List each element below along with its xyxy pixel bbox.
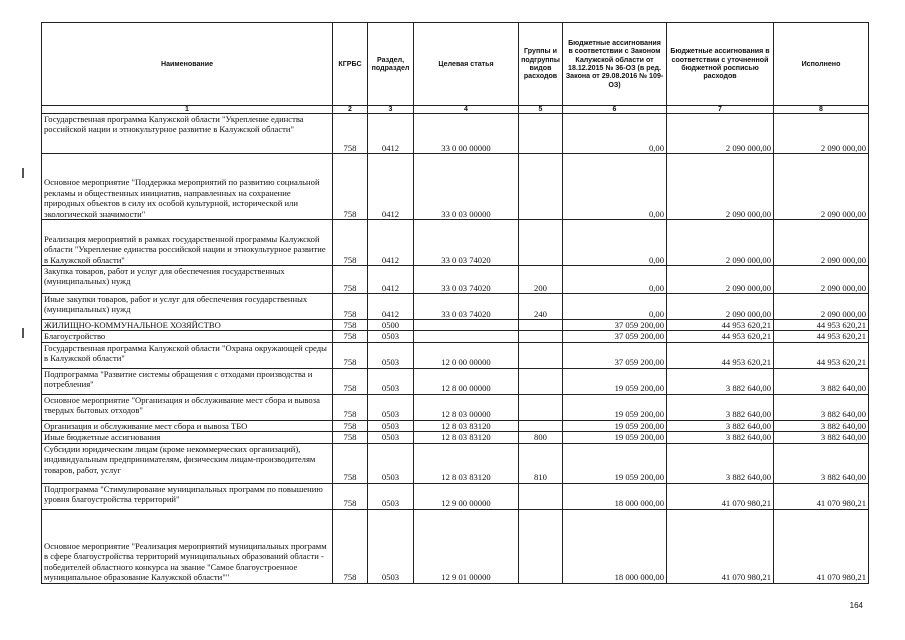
row-expense-group: 200 xyxy=(519,266,563,294)
row-refined-allocation: 3 882 640,00 xyxy=(667,368,774,394)
table-row xyxy=(42,220,869,266)
header-target-article: Целевая статья xyxy=(414,23,519,106)
row-kgrbs: 758 xyxy=(333,331,368,342)
row-kgrbs: 758 xyxy=(333,320,368,331)
row-law-allocation: 0,00 xyxy=(563,220,667,266)
row-name: Благоустройство xyxy=(42,331,333,342)
row-name: Подпрограмма "Развитие системы обращения с отходами производства и потребления" xyxy=(42,368,333,394)
row-section: 0503 xyxy=(368,509,414,583)
table-header-row xyxy=(42,23,869,106)
row-kgrbs: 758 xyxy=(333,294,368,320)
row-law-allocation: 19 059 200,00 xyxy=(563,394,667,420)
header-refined-allocations: Бюджетные ассигнования в соответствии с уточненной бюджетной росписью расходов xyxy=(667,23,774,106)
row-section: 0503 xyxy=(368,420,414,431)
row-section: 0503 xyxy=(368,331,414,342)
row-name: Подпрограмма "Стимулирование муниципальных программ по повышению уровня благоустройства территорий" xyxy=(42,483,333,509)
table-row xyxy=(42,342,869,368)
row-law-allocation: 18 000 000,00 xyxy=(563,483,667,509)
row-refined-allocation: 44 953 620,21 xyxy=(667,342,774,368)
table-row xyxy=(42,432,869,443)
row-name: Государственная программа Калужской области "Укрепление единства российской нации и этнокультурное развитие в Калужской области" xyxy=(42,114,333,154)
row-law-allocation: 0,00 xyxy=(563,266,667,294)
header-name: Наименование xyxy=(42,23,333,106)
row-name: Иные бюджетные ассигнования xyxy=(42,432,333,443)
row-executed: 3 882 640,00 xyxy=(774,420,869,431)
column-number: 7 xyxy=(667,106,774,114)
row-kgrbs: 758 xyxy=(333,342,368,368)
row-executed: 41 070 980,21 xyxy=(774,483,869,509)
table-row xyxy=(42,483,869,509)
row-law-allocation: 0,00 xyxy=(563,154,667,220)
page-number: 164 xyxy=(849,601,863,610)
table-row xyxy=(42,331,869,342)
row-section: 0503 xyxy=(368,432,414,443)
row-name: Основное мероприятие "Поддержка мероприятий по развитию социальной рекламы и общественных инициатив, направленных на сохранение природных объектов в силу их особой культурной, исторической или экологической значимости" xyxy=(42,154,333,220)
row-law-allocation: 18 000 000,00 xyxy=(563,509,667,583)
row-expense-group xyxy=(519,368,563,394)
row-section: 0412 xyxy=(368,220,414,266)
row-refined-allocation: 3 882 640,00 xyxy=(667,394,774,420)
row-target-article xyxy=(414,320,519,331)
row-target-article: 33 0 03 00000 xyxy=(414,154,519,220)
row-law-allocation: 19 059 200,00 xyxy=(563,443,667,483)
row-target-article: 33 0 03 74020 xyxy=(414,266,519,294)
row-target-article: 12 8 03 83120 xyxy=(414,432,519,443)
table-row xyxy=(42,266,869,294)
row-expense-group xyxy=(519,394,563,420)
row-kgrbs: 758 xyxy=(333,420,368,431)
column-number-row xyxy=(42,106,869,114)
row-section: 0503 xyxy=(368,368,414,394)
row-expense-group xyxy=(519,342,563,368)
row-refined-allocation: 2 090 000,00 xyxy=(667,220,774,266)
header-section: Раздел, подраздел xyxy=(368,23,414,106)
row-name: Государственная программа Калужской области "Охрана окружающей среды в Калужской области" xyxy=(42,342,333,368)
table-row xyxy=(42,294,869,320)
row-expense-group xyxy=(519,331,563,342)
row-expense-group xyxy=(519,320,563,331)
row-executed: 2 090 000,00 xyxy=(774,220,869,266)
row-section: 0503 xyxy=(368,342,414,368)
row-law-allocation: 19 059 200,00 xyxy=(563,420,667,431)
row-section: 0412 xyxy=(368,114,414,154)
table-row xyxy=(42,154,869,220)
row-kgrbs: 758 xyxy=(333,154,368,220)
row-target-article: 33 0 03 74020 xyxy=(414,220,519,266)
row-law-allocation: 37 059 200,00 xyxy=(563,342,667,368)
row-executed: 3 882 640,00 xyxy=(774,432,869,443)
row-executed: 3 882 640,00 xyxy=(774,443,869,483)
row-target-article xyxy=(414,331,519,342)
header-expense-groups: Группы и подгруппы видов расходов xyxy=(519,23,563,106)
row-expense-group xyxy=(519,220,563,266)
row-refined-allocation: 44 953 620,21 xyxy=(667,320,774,331)
row-kgrbs: 758 xyxy=(333,394,368,420)
row-kgrbs: 758 xyxy=(333,509,368,583)
row-law-allocation: 0,00 xyxy=(563,114,667,154)
row-name: Закупка товаров, работ и услуг для обеспечения государственных (муниципальных) нужд xyxy=(42,266,333,294)
column-number: 1 xyxy=(42,106,333,114)
row-kgrbs: 758 xyxy=(333,443,368,483)
budget-table xyxy=(41,22,869,584)
row-kgrbs: 758 xyxy=(333,114,368,154)
row-executed: 3 882 640,00 xyxy=(774,394,869,420)
row-target-article: 12 9 00 00000 xyxy=(414,483,519,509)
row-expense-group xyxy=(519,509,563,583)
row-refined-allocation: 2 090 000,00 xyxy=(667,294,774,320)
row-section: 0412 xyxy=(368,154,414,220)
row-section: 0503 xyxy=(368,483,414,509)
row-refined-allocation: 2 090 000,00 xyxy=(667,266,774,294)
table-row xyxy=(42,443,869,483)
row-executed: 2 090 000,00 xyxy=(774,114,869,154)
row-name: Субсидии юридическим лицам (кроме некоммерческих организаций), индивидуальным предпринимателям, физическим лицам-производителям товаров, работ, услуг xyxy=(42,443,333,483)
row-section: 0500 xyxy=(368,320,414,331)
row-executed: 41 070 980,21 xyxy=(774,509,869,583)
column-number: 8 xyxy=(774,106,869,114)
row-target-article: 12 8 03 83120 xyxy=(414,420,519,431)
row-executed: 44 953 620,21 xyxy=(774,342,869,368)
row-refined-allocation: 2 090 000,00 xyxy=(667,114,774,154)
row-refined-allocation: 3 882 640,00 xyxy=(667,432,774,443)
row-kgrbs: 758 xyxy=(333,432,368,443)
row-executed: 2 090 000,00 xyxy=(774,154,869,220)
row-target-article: 12 8 00 00000 xyxy=(414,368,519,394)
row-target-article: 12 8 03 83120 xyxy=(414,443,519,483)
row-expense-group: 240 xyxy=(519,294,563,320)
column-number: 4 xyxy=(414,106,519,114)
table-row xyxy=(42,320,869,331)
table-row xyxy=(42,509,869,583)
row-name: Основное мероприятие "Организация и обслуживание мест сбора и вывоза твердых бытовых отходов" xyxy=(42,394,333,420)
row-target-article: 12 0 00 00000 xyxy=(414,342,519,368)
row-expense-group: 800 xyxy=(519,432,563,443)
row-refined-allocation: 3 882 640,00 xyxy=(667,443,774,483)
row-executed: 2 090 000,00 xyxy=(774,266,869,294)
row-refined-allocation: 44 953 620,21 xyxy=(667,331,774,342)
binding-mark xyxy=(22,328,24,338)
table-row xyxy=(42,114,869,154)
row-name: Основное мероприятие "Реализация мероприятий муниципальных программ в сфере благоустройства территорий муниципальных образований области - победителей областного конкурса на звание "Самое благоустроенное муниципальное образование Калужской области"" xyxy=(42,509,333,583)
row-law-allocation: 19 059 200,00 xyxy=(563,368,667,394)
row-name: Иные закупки товаров, работ и услуг для обеспечения государственных (муниципальных) нужд xyxy=(42,294,333,320)
row-target-article: 33 0 00 00000 xyxy=(414,114,519,154)
row-name: ЖИЛИЩНО-КОММУНАЛЬНОЕ ХОЗЯЙСТВО xyxy=(42,320,333,331)
row-expense-group: 810 xyxy=(519,443,563,483)
row-law-allocation: 0,00 xyxy=(563,294,667,320)
row-law-allocation: 37 059 200,00 xyxy=(563,320,667,331)
row-kgrbs: 758 xyxy=(333,220,368,266)
row-law-allocation: 19 059 200,00 xyxy=(563,432,667,443)
row-executed: 3 882 640,00 xyxy=(774,368,869,394)
column-number: 6 xyxy=(563,106,667,114)
header-kgrbs: КГРБС xyxy=(333,23,368,106)
row-expense-group xyxy=(519,483,563,509)
column-number: 3 xyxy=(368,106,414,114)
row-refined-allocation: 41 070 980,21 xyxy=(667,483,774,509)
table-row xyxy=(42,394,869,420)
row-expense-group xyxy=(519,114,563,154)
row-refined-allocation: 3 882 640,00 xyxy=(667,420,774,431)
header-law-allocations: Бюджетные ассигнования в соответствии с Законом Калужской области от 18.12.2015 № 36-ОЗ (в ред. Закона от 29.08.2016 № 109-ОЗ) xyxy=(563,23,667,106)
row-law-allocation: 37 059 200,00 xyxy=(563,331,667,342)
row-kgrbs: 758 xyxy=(333,483,368,509)
row-executed: 44 953 620,21 xyxy=(774,320,869,331)
row-refined-allocation: 2 090 000,00 xyxy=(667,154,774,220)
row-refined-allocation: 41 070 980,21 xyxy=(667,509,774,583)
row-executed: 44 953 620,21 xyxy=(774,331,869,342)
row-section: 0412 xyxy=(368,266,414,294)
row-section: 0503 xyxy=(368,394,414,420)
row-executed: 2 090 000,00 xyxy=(774,294,869,320)
row-expense-group xyxy=(519,420,563,431)
table-row xyxy=(42,420,869,431)
row-target-article: 12 9 01 00000 xyxy=(414,509,519,583)
row-name: Организация и обслуживание мест сбора и вывоза ТБО xyxy=(42,420,333,431)
row-target-article: 33 0 03 74020 xyxy=(414,294,519,320)
header-executed: Исполнено xyxy=(774,23,869,106)
row-target-article: 12 8 03 00000 xyxy=(414,394,519,420)
column-number: 5 xyxy=(519,106,563,114)
row-section: 0503 xyxy=(368,443,414,483)
binding-mark xyxy=(22,168,24,178)
column-number: 2 xyxy=(333,106,368,114)
row-kgrbs: 758 xyxy=(333,266,368,294)
row-expense-group xyxy=(519,154,563,220)
row-name: Реализация мероприятий в рамках государственной программы Калужской области "Укрепление единства российской нации и этнокультурное развитие в Калужской области" xyxy=(42,220,333,266)
table-row xyxy=(42,368,869,394)
row-kgrbs: 758 xyxy=(333,368,368,394)
row-section: 0412 xyxy=(368,294,414,320)
